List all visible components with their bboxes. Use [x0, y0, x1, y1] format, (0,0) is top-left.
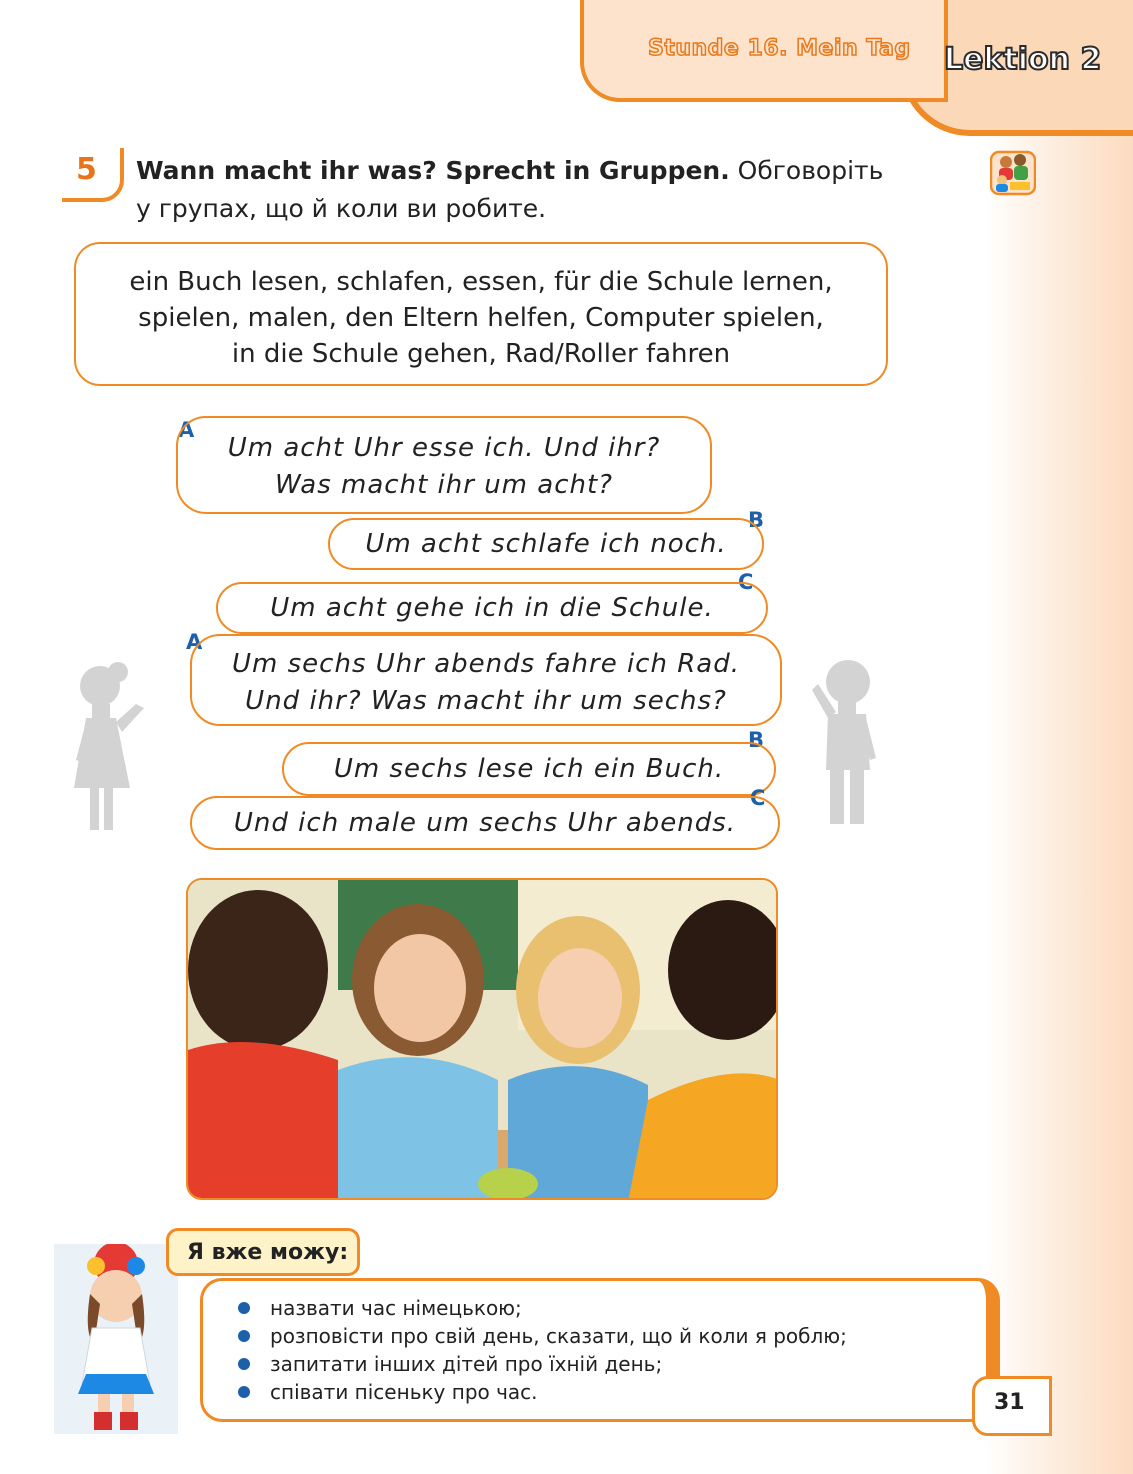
girl-silhouette: [70, 660, 150, 836]
exercise-instruction: [136, 152, 896, 228]
speaker-label: A: [178, 418, 195, 442]
speaker-label: B: [748, 728, 765, 752]
bubble-line: Um sechs Uhr abends fahre ich Rad.: [232, 649, 740, 679]
word-box-line: spielen, malen, den Eltern helfen, Computer spielen,: [138, 303, 824, 333]
boy-silhouette: [804, 654, 884, 830]
speech-bubble: [282, 742, 776, 796]
page-number: 31: [994, 1390, 1025, 1415]
speech-bubble: [190, 796, 780, 850]
list-item: розповісти про свій день, сказати, що й коли я роблю;: [236, 1322, 847, 1350]
ukrainian-girl-illustration: [54, 1244, 178, 1434]
speech-bubble: [328, 518, 764, 570]
lesson-title: Stunde 16. Mein Tag: [648, 36, 911, 61]
list-item: назвати час німецькою;: [236, 1294, 847, 1322]
list-item: запитати інших дітей про їхній день;: [236, 1350, 847, 1378]
speech-bubble: [190, 634, 782, 726]
bubble-line: Und ich male um sechs Uhr abends.: [233, 808, 737, 838]
children-photo: [186, 878, 778, 1200]
speaker-label: C: [738, 570, 754, 594]
bubble-line: Um acht schlafe ich noch.: [365, 529, 727, 559]
can-do-list: [236, 1294, 847, 1406]
list-item: співати пісеньку про час.: [236, 1378, 847, 1406]
bubble-line: Um acht Uhr esse ich. Und ihr?: [227, 433, 661, 463]
speech-bubble: [176, 416, 712, 514]
word-box: [74, 242, 888, 386]
bubble-line: Was macht ihr um acht?: [275, 470, 613, 500]
word-box-line: ein Buch lesen, schlafen, essen, für die Schule lernen,: [129, 267, 833, 297]
word-box-line: in die Schule gehen, Rad/Roller fahren: [231, 339, 731, 369]
group-work-icon: [990, 148, 1036, 196]
instruction-ukrainian: Обговоріть у групах, що й коли ви робите.: [136, 156, 884, 223]
bubble-line: Und ihr? Was macht ihr um sechs?: [245, 686, 727, 716]
speech-bubble: [216, 582, 768, 634]
speaker-label: A: [186, 630, 203, 654]
instruction-german: Wann macht ihr was? Sprecht in Gruppen.: [136, 156, 730, 185]
speaker-label: B: [748, 508, 765, 532]
exercise-number: 5: [76, 152, 97, 187]
page-side-gradient: [983, 0, 1133, 1474]
bubble-line: Um acht gehe ich in die Schule.: [270, 593, 714, 623]
bubble-line: Um sechs lese ich ein Buch.: [333, 754, 725, 784]
speaker-label: C: [750, 786, 766, 810]
children-photo-illustration: [188, 880, 778, 1200]
can-do-label: Я вже можу:: [166, 1228, 360, 1276]
lektion-label: Lektion 2: [944, 42, 1102, 77]
